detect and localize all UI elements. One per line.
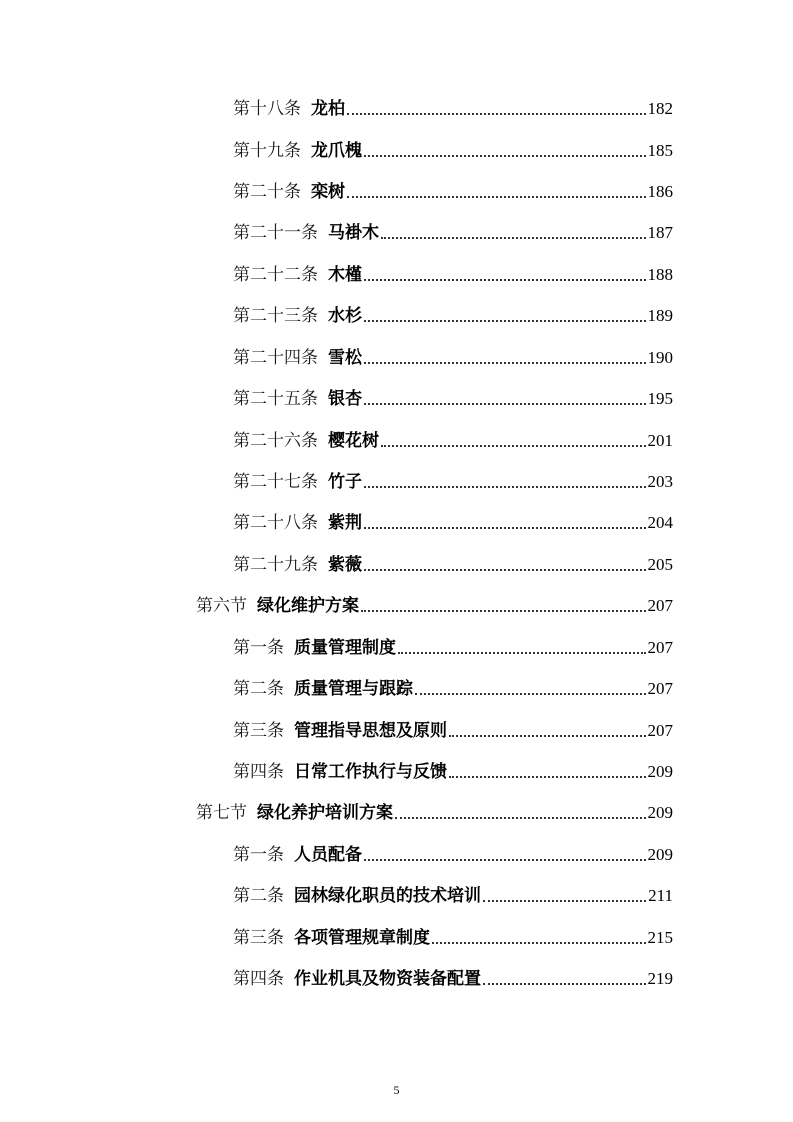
toc-dot-leader	[364, 279, 646, 281]
toc-entry-page: 209	[647, 762, 673, 781]
toc-dot-leader	[364, 486, 646, 488]
toc-entry-page: 219	[647, 969, 673, 988]
toc-entry-title: 绿化养护培训方案	[257, 803, 393, 823]
toc-entry-page: 205	[647, 555, 673, 574]
toc-entry-page: 209	[647, 845, 673, 864]
toc-entry-title: 龙爪槐	[311, 141, 362, 161]
toc-entry-title: 绿化维护方案	[257, 596, 359, 616]
toc-dot-leader	[364, 155, 646, 157]
toc-entry-label: 第二十七条	[233, 472, 318, 492]
toc-entry-label: 第二十八条	[233, 513, 318, 533]
toc-entry-label: 第二十条	[233, 182, 301, 202]
toc-section-entry[interactable]	[196, 593, 673, 619]
toc-entry[interactable]	[233, 428, 673, 454]
toc-entry[interactable]	[233, 138, 673, 164]
toc-entry[interactable]	[233, 925, 673, 951]
toc-dot-leader	[364, 362, 646, 364]
toc-entry-page: 207	[647, 721, 673, 740]
toc-entry[interactable]	[233, 635, 673, 661]
toc-entry[interactable]	[233, 262, 673, 288]
toc-dot-leader	[395, 817, 646, 819]
toc-entry-title: 质量管理与跟踪	[294, 679, 413, 699]
toc-entry-page: 189	[647, 306, 673, 325]
toc-dot-leader	[449, 776, 646, 778]
toc-dot-leader	[432, 942, 646, 944]
toc-entry-page: 185	[647, 141, 673, 160]
toc-section-entry[interactable]	[196, 800, 673, 826]
toc-entry-title: 作业机具及物资装备配置	[294, 969, 481, 989]
toc-entry-label: 第二十三条	[233, 306, 318, 326]
toc-entry-title: 木槿	[328, 265, 362, 285]
toc-entry-label: 第二十六条	[233, 431, 318, 451]
toc-entry-title: 雪松	[328, 348, 362, 368]
toc-entry-label: 第四条	[233, 969, 284, 989]
toc-entry[interactable]	[233, 386, 673, 412]
toc-entry-page: 186	[647, 182, 673, 201]
toc-dot-leader	[483, 900, 646, 902]
toc-entry[interactable]	[233, 303, 673, 329]
toc-entry-label: 第三条	[233, 721, 284, 741]
toc-dot-leader	[361, 610, 646, 612]
toc-entry-page: 190	[647, 348, 673, 367]
toc-entry-page: 195	[647, 389, 673, 408]
toc-entry-page: 215	[647, 928, 673, 947]
toc-entry-page: 188	[647, 265, 673, 284]
toc-entry-title: 管理指导思想及原则	[294, 721, 447, 741]
toc-entry[interactable]	[233, 510, 673, 536]
toc-entry-label: 第七节	[196, 803, 247, 823]
toc-entry-label: 第二十四条	[233, 348, 318, 368]
toc-entry[interactable]	[233, 676, 673, 702]
toc-entry[interactable]	[233, 883, 673, 909]
toc-entry-page: 201	[647, 431, 673, 450]
toc-entry-label: 第二十二条	[233, 265, 318, 285]
toc-entry-title: 银杏	[328, 389, 362, 409]
toc-entry-title: 竹子	[328, 472, 362, 492]
toc-entry-label: 第二十九条	[233, 555, 318, 575]
toc-entry-label: 第二条	[233, 679, 284, 699]
page-number: 5	[393, 1083, 400, 1097]
toc-dot-leader	[415, 693, 646, 695]
toc-entry-title: 质量管理制度	[294, 638, 396, 658]
toc-entry-title: 各项管理规章制度	[294, 928, 430, 948]
toc-entry-title: 水杉	[328, 306, 362, 326]
toc-entry-page: 204	[647, 513, 673, 532]
toc-entry-title: 马褂木	[328, 223, 379, 243]
toc-entry-label: 第十九条	[233, 141, 301, 161]
toc-dot-leader	[364, 527, 646, 529]
toc-dot-leader	[364, 569, 646, 571]
toc-entry-page: 207	[647, 596, 673, 615]
toc-entry-label: 第四条	[233, 762, 284, 782]
toc-entry-label: 第三条	[233, 928, 284, 948]
toc-entry-title: 栾树	[311, 182, 345, 202]
toc-dot-leader	[347, 113, 646, 115]
toc-entry-label: 第十八条	[233, 99, 301, 119]
toc-entry-title: 日常工作执行与反馈	[294, 762, 447, 782]
toc-dot-leader	[347, 196, 646, 198]
toc-entry[interactable]	[233, 96, 673, 122]
toc-entry-label: 第二十一条	[233, 223, 318, 243]
toc-dot-leader	[398, 652, 646, 654]
toc-entry-title: 龙柏	[311, 99, 345, 119]
toc-entry-title: 园林绿化职员的技术培训	[294, 886, 481, 906]
toc-entry-label: 第一条	[233, 638, 284, 658]
toc-entry[interactable]	[233, 552, 673, 578]
toc-entry-title: 紫薇	[328, 555, 362, 575]
toc-entry-page: 211	[648, 886, 673, 905]
toc-entry-page: 207	[647, 679, 673, 698]
toc-entry[interactable]	[233, 842, 673, 868]
toc-entry[interactable]	[233, 966, 673, 992]
toc-entry[interactable]	[233, 220, 673, 246]
toc-dot-leader	[364, 859, 646, 861]
toc-entry[interactable]	[233, 179, 673, 205]
toc-dot-leader	[364, 403, 646, 405]
toc-entry[interactable]	[233, 759, 673, 785]
toc-entry-page: 187	[647, 223, 673, 242]
toc-entry-label: 第二十五条	[233, 389, 318, 409]
toc-dot-leader	[364, 320, 646, 322]
toc-dot-leader	[483, 983, 646, 985]
toc-entry-label: 第二条	[233, 886, 284, 906]
toc-dot-leader	[381, 445, 646, 447]
toc-entry[interactable]	[233, 469, 673, 495]
toc-entry-title: 樱花树	[328, 431, 379, 451]
toc-dot-leader	[449, 735, 646, 737]
toc-entry-page: 182	[647, 99, 673, 118]
toc-entry-label: 第一条	[233, 845, 284, 865]
toc-entry-label: 第六节	[196, 596, 247, 616]
toc-entry-page: 209	[647, 803, 673, 822]
toc-entry-page: 203	[647, 472, 673, 491]
toc-entry-title: 人员配备	[294, 845, 362, 865]
toc-entry-title: 紫荆	[328, 513, 362, 533]
toc-entry-page: 207	[647, 638, 673, 657]
toc-entry[interactable]	[233, 718, 673, 744]
toc-dot-leader	[381, 237, 646, 239]
toc-entry[interactable]	[233, 345, 673, 371]
